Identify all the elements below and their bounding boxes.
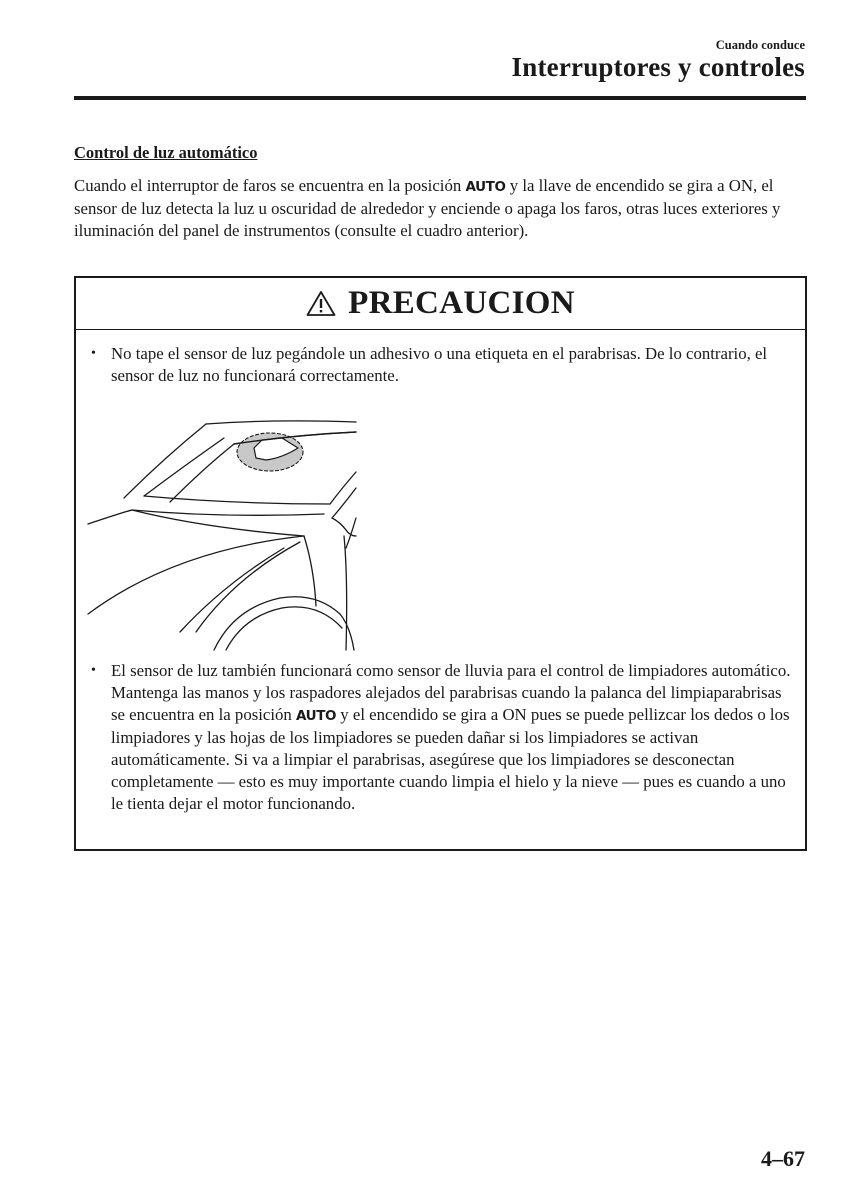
intro-text-part2: y la llave de encendido se gira a ON, el sensor de luz detecta la luz u oscuridad de alrededor y enciende o apaga los faros, otras luces exteriores y iluminación del panel de instrumentos (consulte el cuadro anterior). (74, 176, 781, 240)
bullet-marker: • (91, 663, 96, 678)
section-title: Control de luz automático (74, 143, 258, 162)
caution-bullet (91, 660, 791, 815)
windshield-sensor-illustration (84, 418, 360, 658)
intro-text-part1: Cuando el interruptor de faros se encuentra en la posición (74, 176, 466, 195)
bullet-text (111, 660, 791, 815)
caution-bullet (91, 343, 791, 387)
warning-triangle-icon (306, 290, 336, 317)
bullet-text-part2: y el encendido se gira a ON pues se puede pellizcar los dedos o los limpiadores y las hojas de los limpiadores se pueden dañar si los limpiadores se activan automáticamente. Si va a limpiar el parabrisas, asegúrese que los limpiadores se desconectan completamente — esto es muy importante cuando limpia el hielo y la nieve — pues es cuando a uno le tienta dejar el motor funcionando. (111, 705, 790, 813)
chapter-label: Cuando conduce (715, 38, 805, 52)
page-number: 4–67 (761, 1146, 805, 1171)
auto-position-label: AUTO (465, 179, 506, 195)
caution-box (74, 276, 807, 851)
bullet-text-part1: El sensor de luz también funcionará como sensor de lluvia para el control de limpiadores automático. Mantenga las manos y los raspadores alejados del parabrisas cuando la palanca del limpiaparabrisas se encuentra en la posición (111, 661, 791, 724)
header-rule (74, 96, 806, 100)
caution-header (76, 278, 805, 330)
auto-position-label: AUTO (296, 708, 337, 724)
bullet-text: No tape el sensor de luz pegándole un adhesivo o una etiqueta en el parabrisas. De lo contrario, el sensor de luz no funcionará correctamente. (111, 344, 768, 385)
bullet-marker: • (91, 346, 96, 361)
intro-paragraph (74, 175, 809, 242)
caution-title: PRECAUCION (348, 285, 575, 321)
section-heading: Interruptores y controles (511, 52, 805, 82)
